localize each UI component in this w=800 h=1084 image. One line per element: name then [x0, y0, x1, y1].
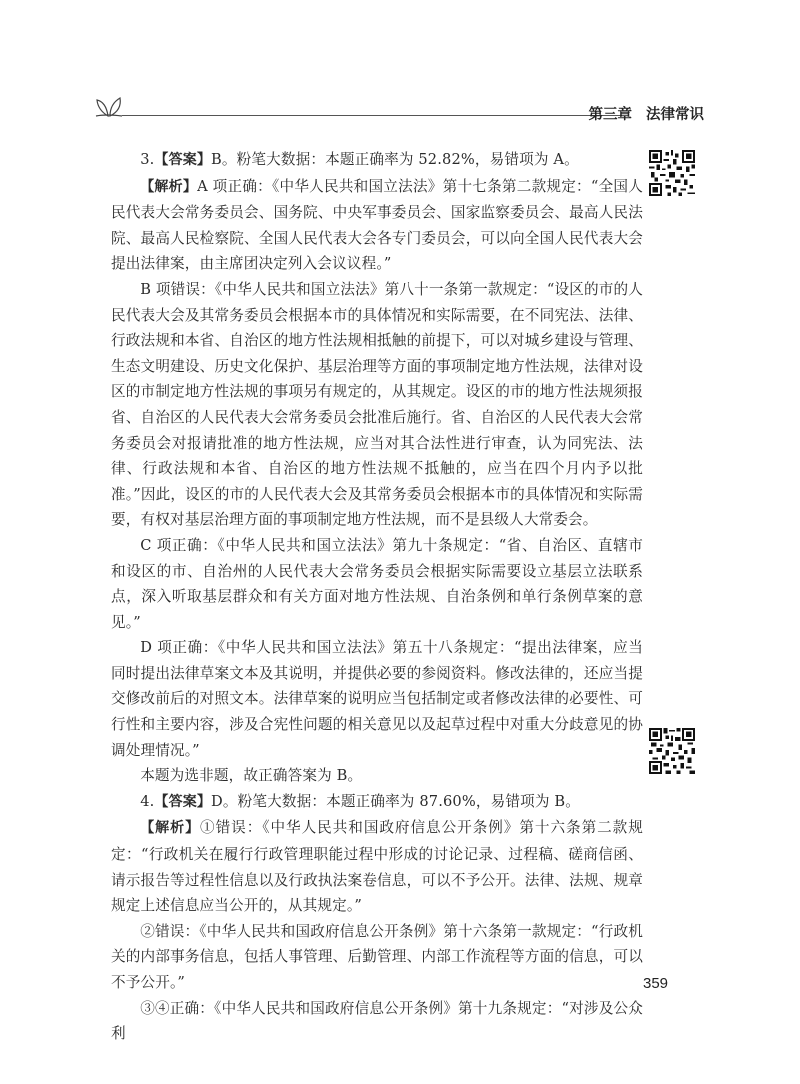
answer-text: B。粉笔大数据：本题正确率为 52.82%，易错项为 A。: [211, 151, 579, 168]
analysis-label: 【解析】: [140, 178, 198, 195]
analysis-text: A 项正确：《中华人民共和国立法法》第十七条第二款规定：“全国人民代表大会常务委员会、国务院、中央军事委员会、国家监察委员会、最高人民法院、最高人民检察院、全国人民代表大会各专门委员会，可以向全国人民代表大会提出法律案，由主席团决定列入会议议程。”: [111, 177, 643, 273]
analysis-label: 【解析】: [140, 820, 201, 837]
analysis-paragraph: [111, 815, 643, 918]
question-number: 4.: [140, 792, 155, 810]
answer-3: [111, 147, 643, 174]
answer-text: D。粉笔大数据：本题正确率为 87.60%，易错项为 B。: [211, 792, 581, 810]
chapter-number: 第三章: [588, 107, 632, 123]
chapter-subject: 法律常识: [646, 107, 704, 123]
option-c-paragraph: C 项正确：《中华人民共和国立法法》第九十条规定：“省、自治区、直辖市和设区的市、自治州的人民代表大会常务委员会根据实际需要设立基层立法联系点，深入听取基层群众和有关方面对地方性法规、自治条例和单行条例草案的意见。”: [111, 536, 643, 631]
answer-label: 【答案】: [154, 152, 212, 168]
answer-4: [111, 789, 643, 816]
option-d-paragraph: D 项正确：《中华人民共和国立法法》第五十八条规定：“提出法律案，应当同时提出法律草案文本及其说明，并提供必要的参阅资料。修改法律的，还应当提交修改前后的对照文本。法律草案的说明应当包括制定或者修改法律的必要性、可行性和主要内容，涉及合宪性问题的相关意见以及起草过程中对重大分歧意见的协调处理情况。”: [111, 639, 643, 759]
header-rule: [122, 115, 622, 116]
leaf-icon: [92, 92, 128, 122]
item-2-paragraph: ②错误：《中华人民共和国政府信息公开条例》第十六条第一款规定：“行政机关的内部事务信息，包括人事管理、后勤管理、内部工作流程等方面的信息，可以不予公开。”: [111, 922, 643, 991]
page-number: 359: [643, 975, 669, 992]
question-number: 3.: [140, 151, 155, 168]
running-header: [92, 88, 712, 128]
conclusion-paragraph: 本题为选非题，故正确答案为 B。: [140, 767, 363, 785]
answer-label: 【答案】: [154, 793, 212, 810]
item-3-4-paragraph: ③④正确：《中华人民共和国政府信息公开条例》第十九条规定：“对涉及公众利: [111, 999, 643, 1043]
qr-code-icon[interactable]: [649, 150, 695, 196]
chapter-title: [589, 103, 705, 124]
analysis-text: ①错误：《中华人民共和国政府信息公开条例》第十六条第二款规定：“行政机关在履行行政管理职能过程中形成的讨论记录、过程稿、磋商信函、请示报告等过程性信息以及行政执法案卷信息，可以不予公开。法律、法规、规章规定上述信息应当公开的，从其规定。”: [111, 819, 643, 915]
analysis-paragraph: [111, 174, 643, 277]
answer-explanations: [111, 147, 643, 1047]
option-b-paragraph: B 项错误：《中华人民共和国立法法》第八十一条第一款规定：“设区的市的人民代表大会及其常务委员会根据本市的具体情况和实际需要，在不同宪法、法律、行政法规和本省、自治区的地方性法规相抵触的前提下，可以对城乡建设与管理、生态文明建设、历史文化保护、基层治理等方面的事项制定地方性法规，法律对设区的市制定地方性法规的事项另有规定的，从其规定。设区的市的地方性法规须报省、自治区的人民代表大会常务委员会批准后施行。省、自治区的人民代表大会常务委员会对报请批准的地方性法规，应当对其合法性进行审查，认为同宪法、法律、行政法规和本省、自治区的地方性法规不抵触的，应当在四个月内予以批准。”因此，设区的市的人民代表大会及其常务委员会根据本市的具体情况和实际需要，有权对基层治理方面的事项制定地方性法规，而不是县级人大常委会。: [111, 280, 643, 529]
qr-code-icon[interactable]: [649, 728, 695, 774]
